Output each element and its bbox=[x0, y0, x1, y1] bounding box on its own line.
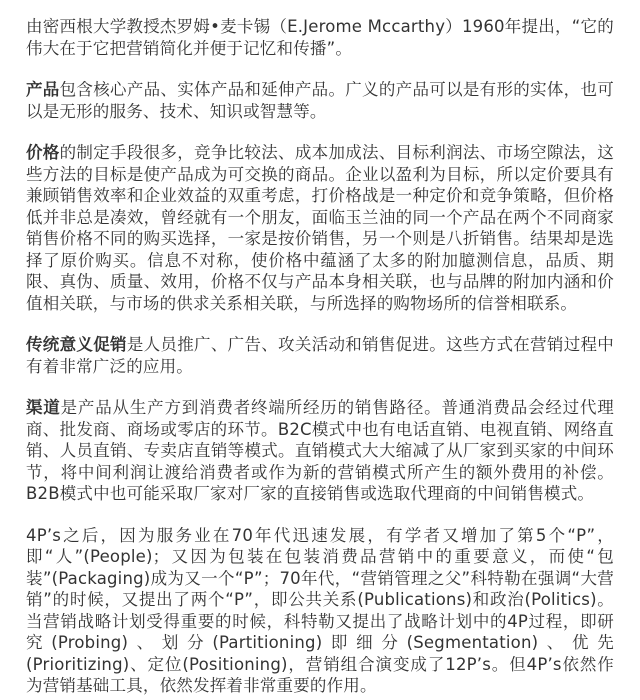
product-paragraph bbox=[26, 79, 614, 122]
later-paragraph: 4P’s之后，因为服务业在70年代迅速发展，有学者又增加了第5个“P”，即“人”(People)；又因为包装在包装消费品营销中的重要意义，而使“包装”(Packaging)成为又一个“P”；70年代，“营销管理之父”科特勒在强调“大营销”的时候，又提出了两个“P”，即公共关系(Publications)和政治(Politics)。当营销战略计划受得重要的时候，科特勒又提出了战略计划中的4P过程，即研究(Probing)、划分(Partitioning)即细分(Segmentation)、优先(Prioritizing)、定位(Positioning)，营销组合演变成了12P’s。但4P’s依然作为营销基础工具，依然发挥着非常重要的作用。 bbox=[26, 525, 614, 695]
price-text: 的制定手段很多，竞争比较法、成本加成法、目标利润法、市场空隙法，这些方法的目标是使产品成为可交换的商品。企业以盈利为目标，所以定价要具有兼顾销售效率和企业效益的双重考虑，打价格战是一种定价和竞争策略，但价格低并非总是凑效，曾经就有一个朋友，面临玉兰油的同一个产品在两个不同商家销售价格不同的购买选择，一家是按价销售，另一个则是八折销售。结果却是选择了原价购买。信息不对称，使价格中蕴涵了太多的附加臆测信息，品质、期限、真伪、质量、效用，价格不仅与产品本身相关联，也与品牌的附加内涵和价值相关联，与市场的供求关系相关联，与所选择的购物场所的信誉相联系。 bbox=[26, 143, 614, 313]
product-term: 产品 bbox=[26, 80, 60, 99]
price-term: 价格 bbox=[26, 143, 60, 162]
product-text: 包含核心产品、实体产品和延伸产品。广义的产品可以是有形的实体，也可以是无形的服务、技术、知识或智慧等。 bbox=[26, 80, 614, 121]
promotion-text: 是人员推广、广告、攻关活动和销售促进。这些方式在营销过程中有着非常广泛的应用。 bbox=[26, 335, 614, 376]
promotion-paragraph bbox=[26, 334, 614, 377]
promotion-term: 传统意义促销 bbox=[26, 335, 127, 354]
place-text: 是产品从生产方到消费者终端所经历的销售路径。普通消费品会经过代理商、批发商、商场或零店的环节。B2C模式中也有电话直销、电视直销、网络直销、人员直销、专卖店直销等模式。直销模式大大缩减了从厂家到买家的中间环节，将中间利润让渡给消费者或作为新的营销模式所产生的额外费用的补偿。B2B模式中也可能采取厂家对厂家的直接销售或选取代理商的中间销售模式。 bbox=[26, 398, 614, 503]
place-paragraph bbox=[26, 397, 614, 505]
place-term: 渠道 bbox=[26, 398, 61, 417]
intro-paragraph: 由密西根大学教授杰罗姆•麦卡锡（E.Jerome Mccarthy）1960年提出，“它的伟大在于它把营销简化并便于记忆和传播”。 bbox=[26, 17, 614, 58]
price-paragraph bbox=[26, 142, 614, 314]
